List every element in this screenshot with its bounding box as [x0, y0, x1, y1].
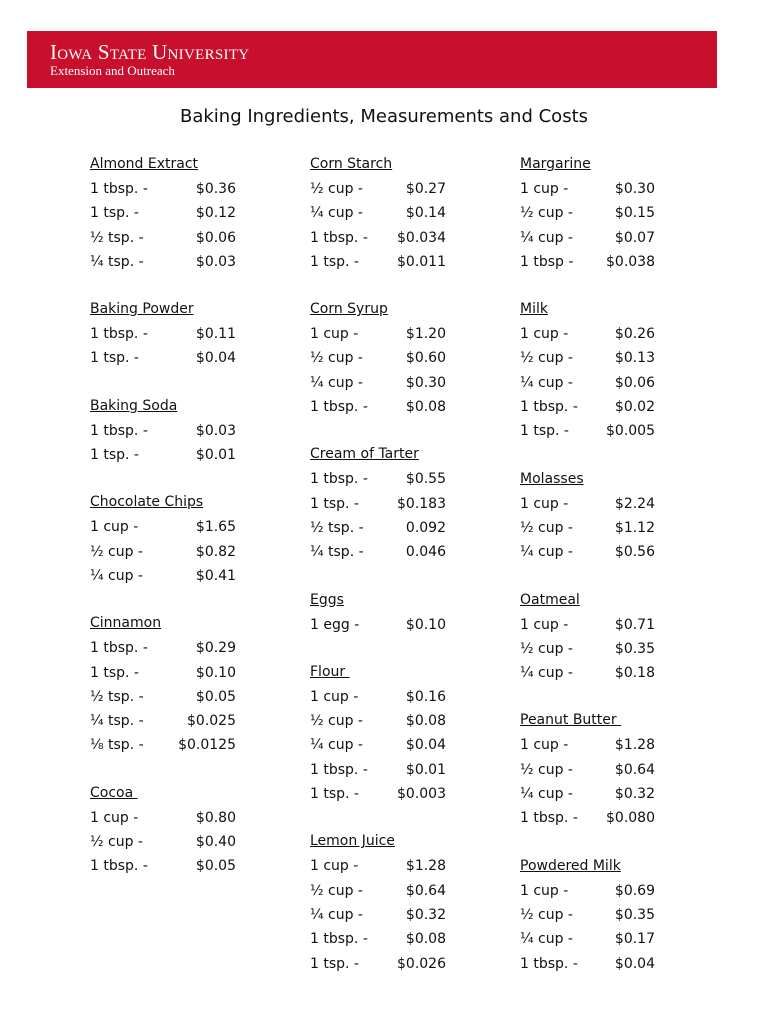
measurement-row	[90, 733, 280, 757]
ingredient-name: Cinnamon	[90, 615, 162, 632]
measurement-row	[520, 226, 710, 250]
measure-label: 1 tbsp -	[520, 253, 574, 270]
measure-label: ½ cup -	[310, 713, 363, 730]
measurement-row	[90, 564, 280, 588]
measurement-row	[520, 879, 710, 903]
price-value: $0.005	[606, 423, 655, 440]
ingredient-name: Chocolate Chips	[90, 494, 204, 511]
price-value: $0.30	[614, 181, 655, 197]
price-value: $1.28	[405, 858, 446, 875]
measure-label: ½ cup -	[520, 640, 573, 657]
price-value: $0.56	[614, 544, 655, 561]
measure-label: ¼ cup -	[520, 931, 573, 948]
measurement-row	[520, 733, 710, 757]
ingredient-group	[520, 298, 710, 443]
price-value: $0.08	[405, 713, 446, 730]
price-value: $0.71	[614, 616, 655, 633]
measurement-row	[310, 903, 500, 927]
ingredient-group	[310, 589, 500, 637]
price-value: $0.10	[195, 664, 236, 681]
measure-label: 1 cup -	[520, 495, 569, 512]
measurement-row	[520, 395, 710, 419]
ingredient-group	[310, 153, 500, 274]
measurement-row	[90, 443, 280, 467]
measurement-row	[90, 661, 280, 685]
measure-label: 1 tsp. -	[310, 786, 359, 803]
measure-label: 1 cup -	[310, 326, 359, 343]
price-value: $0.02	[614, 399, 655, 416]
price-value: $0.034	[397, 229, 446, 246]
measurement-row	[90, 806, 280, 830]
measure-label: 1 tsp. -	[90, 664, 139, 681]
price-value: $0.025	[187, 713, 236, 730]
price-value: $0.003	[397, 786, 446, 803]
measure-label: 1 cup -	[90, 809, 139, 826]
measurement-row	[310, 250, 500, 274]
price-value: $1.65	[195, 519, 236, 536]
measure-label: ¼ cup -	[520, 229, 573, 246]
measure-label: ½ cup -	[310, 350, 363, 367]
price-value: $0.183	[397, 495, 446, 512]
page-title: Baking Ingredients, Measurements and Costs	[179, 106, 589, 127]
ingredient-group	[310, 661, 500, 806]
price-value: $0.01	[405, 761, 446, 778]
ingredient-group	[310, 298, 500, 419]
measure-label: 1 cup -	[520, 181, 569, 197]
ingredient-name: Lemon Juice	[310, 833, 395, 850]
price-value: $0.32	[614, 786, 655, 803]
price-value: $0.64	[614, 761, 655, 778]
measure-label: 1 cup -	[520, 737, 569, 754]
price-value: $0.05	[195, 858, 236, 875]
price-value: $0.12	[195, 205, 236, 222]
ingredient-group	[310, 830, 500, 975]
measurement-row	[90, 685, 280, 709]
measure-label: 1 tbsp. -	[520, 955, 578, 972]
measurement-row	[90, 346, 280, 370]
ingredient-group	[90, 153, 280, 274]
measurement-row	[520, 661, 710, 685]
header-banner	[27, 31, 717, 88]
measurement-row	[520, 952, 710, 976]
price-value: $0.07	[614, 229, 655, 246]
measure-label: 1 egg -	[310, 616, 360, 633]
price-value: $0.41	[195, 567, 236, 584]
measurement-row	[310, 540, 500, 564]
measurement-row	[310, 201, 500, 225]
measurement-row	[310, 226, 500, 250]
measurement-row	[520, 201, 710, 225]
price-value: $0.69	[614, 882, 655, 899]
measure-label: ½ cup -	[520, 519, 573, 536]
price-value: $1.20	[405, 326, 446, 343]
measurement-row	[310, 952, 500, 976]
measure-label: 1 tbsp. -	[310, 399, 368, 416]
measurement-row	[520, 371, 710, 395]
measurement-row	[90, 250, 280, 274]
price-value: $0.04	[195, 350, 236, 367]
measure-label: ½ cup -	[520, 906, 573, 923]
measurement-row	[520, 346, 710, 370]
price-value: $0.17	[614, 931, 655, 948]
price-value: $1.12	[614, 519, 655, 536]
measurement-row	[520, 806, 710, 830]
measure-label: ¼ cup -	[520, 374, 573, 391]
measurement-row	[520, 540, 710, 564]
measure-label: ½ cup -	[310, 181, 363, 197]
measure-label: ¼ tsp. -	[90, 253, 144, 270]
ingredient-name: Molasses	[520, 470, 584, 487]
price-value: $0.55	[405, 471, 446, 488]
measure-label: 1 tsp. -	[90, 350, 139, 367]
price-value: $0.18	[614, 665, 655, 682]
measurement-row	[520, 637, 710, 661]
measure-label: ¼ cup -	[310, 737, 363, 754]
price-value: $0.08	[405, 931, 446, 948]
measure-label: ¼ cup -	[520, 544, 573, 561]
measure-label: ½ tsp. -	[90, 688, 144, 705]
measurement-row	[520, 492, 710, 516]
measurement-row	[90, 636, 280, 660]
measurement-row	[310, 467, 500, 491]
price-value: $0.03	[195, 253, 236, 270]
measure-label: 1 tbsp. -	[90, 858, 148, 875]
measure-label: ½ cup -	[520, 350, 573, 367]
measure-label: ½ tsp. -	[90, 229, 144, 246]
measurement-row	[310, 709, 500, 733]
measure-label: ½ cup -	[310, 882, 363, 899]
price-value: $0.04	[405, 737, 446, 754]
price-value: $0.13	[614, 350, 655, 367]
price-value: $1.28	[614, 737, 655, 754]
measure-label: ⅛ tsp. -	[90, 737, 144, 754]
measurement-row	[310, 733, 500, 757]
measure-label: 1 cup -	[520, 882, 569, 899]
measure-label: 1 tsp. -	[520, 423, 569, 440]
measure-label: ¼ cup -	[520, 786, 573, 803]
measurement-row	[310, 492, 500, 516]
ingredient-name: Cocoa	[90, 784, 138, 801]
price-value: $0.011	[397, 253, 446, 270]
price-value: $0.40	[195, 834, 236, 851]
measurement-row	[90, 854, 280, 878]
ingredient-name: Corn Syrup	[310, 301, 388, 318]
price-value: $0.038	[606, 253, 655, 270]
price-value: $0.08	[405, 399, 446, 416]
measure-label: 1 tsp. -	[310, 253, 359, 270]
price-value: $0.10	[405, 616, 446, 633]
measurement-row	[90, 226, 280, 250]
measure-label: ¼ cup -	[520, 665, 573, 682]
ingredient-name: Baking Powder	[90, 301, 194, 318]
price-value: $0.15	[614, 205, 655, 222]
measurement-row	[310, 613, 500, 637]
measure-label: ¼ tsp. -	[90, 713, 144, 730]
price-value: $0.11	[195, 326, 236, 343]
measure-label: 1 tbsp. -	[310, 229, 368, 246]
price-value: $0.0125	[178, 737, 236, 754]
ingredient-name: Peanut Butter	[520, 712, 622, 729]
measurement-row	[310, 927, 500, 951]
measure-label: 1 cup -	[520, 616, 569, 633]
measurement-row	[310, 395, 500, 419]
measure-label: ½ cup -	[520, 761, 573, 778]
measure-label: 1 tbsp. -	[90, 640, 148, 657]
price-value: $0.06	[195, 229, 236, 246]
measure-label: 1 tbsp. -	[310, 471, 368, 488]
measure-label: ½ cup -	[520, 205, 573, 222]
measure-label: ½ cup -	[90, 543, 143, 560]
price-value: $0.06	[614, 374, 655, 391]
price-value: $0.080	[606, 810, 655, 827]
measure-label: ¼ cup -	[310, 374, 363, 391]
measure-label: 1 tsp. -	[90, 447, 139, 464]
measure-label: 1 tbsp. -	[520, 810, 578, 827]
university-logotype: Iowa State University	[50, 40, 250, 64]
measure-label: ¼ cup -	[90, 567, 143, 584]
price-value: $0.29	[195, 640, 236, 657]
measurement-row	[310, 685, 500, 709]
ingredient-column-2	[310, 153, 500, 1000]
price-value: $0.16	[405, 688, 446, 705]
price-value: $2.24	[614, 495, 655, 512]
price-value: $0.03	[195, 422, 236, 439]
measure-label: ½ cup -	[90, 834, 143, 851]
ingredient-group	[520, 709, 710, 830]
measure-label: 1 tsp. -	[310, 955, 359, 972]
price-value: $0.05	[195, 688, 236, 705]
unit-subtitle: Extension and Outreach	[50, 63, 175, 78]
measurement-row	[310, 516, 500, 540]
ingredient-group	[90, 395, 280, 468]
measure-label: ¼ cup -	[310, 205, 363, 222]
ingredient-group	[90, 782, 280, 879]
ingredient-name: Baking Soda	[90, 397, 178, 414]
ingredient-column-3	[520, 153, 710, 1000]
price-value: $0.27	[405, 181, 446, 197]
measure-label: 1 cup -	[310, 688, 359, 705]
ingredient-name: Cream of Tarter	[310, 446, 419, 463]
ingredient-group	[520, 153, 710, 274]
measurement-row	[520, 758, 710, 782]
measure-label: 1 cup -	[520, 326, 569, 343]
ingredient-name: Almond Extract	[90, 156, 199, 172]
measurement-row	[90, 201, 280, 225]
measurement-row	[520, 903, 710, 927]
ingredient-name: Eggs	[310, 591, 344, 608]
price-value: $0.64	[405, 882, 446, 899]
ingredient-name: Corn Starch	[310, 156, 393, 172]
ingredient-name: Oatmeal	[520, 591, 580, 608]
price-value: $0.82	[195, 543, 236, 560]
measurement-row	[90, 709, 280, 733]
price-value: $0.32	[405, 906, 446, 923]
ingredient-name: Powdered Milk	[520, 857, 621, 874]
measure-label: ½ tsp. -	[310, 519, 364, 536]
ingredient-group	[90, 491, 280, 588]
measurement-row	[520, 177, 710, 201]
measure-label: 1 cup -	[90, 519, 139, 536]
ingredient-name: Milk	[520, 301, 548, 318]
measurement-row	[310, 758, 500, 782]
price-value: $0.60	[405, 350, 446, 367]
measurement-row	[90, 540, 280, 564]
measure-label: ¼ cup -	[310, 906, 363, 923]
measurement-row	[520, 516, 710, 540]
price-value: 0.046	[405, 544, 446, 561]
measurement-row	[310, 177, 500, 201]
price-value: $0.30	[405, 374, 446, 391]
measure-label: 1 tbsp. -	[520, 399, 578, 416]
ingredient-group	[310, 443, 500, 564]
measurement-row	[90, 515, 280, 539]
price-value: $0.14	[405, 205, 446, 222]
price-value: 0.092	[405, 519, 446, 536]
price-value: $0.80	[195, 809, 236, 826]
measurement-row	[520, 322, 710, 346]
measure-label: 1 tsp. -	[90, 205, 139, 222]
measurement-row	[90, 419, 280, 443]
price-value: $0.35	[614, 640, 655, 657]
measure-label: 1 tbsp. -	[90, 422, 148, 439]
ingredient-name: Flour	[310, 663, 350, 680]
price-value: $0.04	[614, 955, 655, 972]
measurement-row	[310, 782, 500, 806]
price-value: $0.01	[195, 447, 236, 464]
measurement-row	[520, 419, 710, 443]
measure-label: 1 tsp. -	[310, 495, 359, 512]
ingredient-group	[90, 612, 280, 757]
measurement-row	[310, 854, 500, 878]
measurement-row	[90, 177, 280, 201]
measure-label: 1 tbsp. -	[310, 761, 368, 778]
measurement-row	[90, 830, 280, 854]
ingredient-group	[520, 468, 710, 565]
measurement-row	[310, 322, 500, 346]
ingredient-group	[520, 589, 710, 686]
measurement-row	[520, 927, 710, 951]
price-value: $0.026	[397, 955, 446, 972]
measure-label: 1 tbsp. -	[310, 931, 368, 948]
ingredient-group	[520, 855, 710, 976]
price-value: $0.36	[195, 181, 236, 197]
measure-label: 1 cup -	[310, 858, 359, 875]
ingredient-column-1	[90, 153, 280, 903]
measurement-row	[310, 371, 500, 395]
measurement-row	[520, 782, 710, 806]
measurement-row	[520, 613, 710, 637]
measure-label: 1 tbsp. -	[90, 181, 148, 197]
measure-label: ¼ tsp. -	[310, 544, 364, 561]
ingredient-group	[90, 298, 280, 371]
measurement-row	[310, 346, 500, 370]
measurement-row	[90, 322, 280, 346]
measure-label: 1 tbsp. -	[90, 326, 148, 343]
price-value: $0.35	[614, 906, 655, 923]
measurement-row	[310, 879, 500, 903]
price-value: $0.26	[614, 326, 655, 343]
ingredient-name: Margarine	[520, 156, 591, 172]
measurement-row	[520, 250, 710, 274]
